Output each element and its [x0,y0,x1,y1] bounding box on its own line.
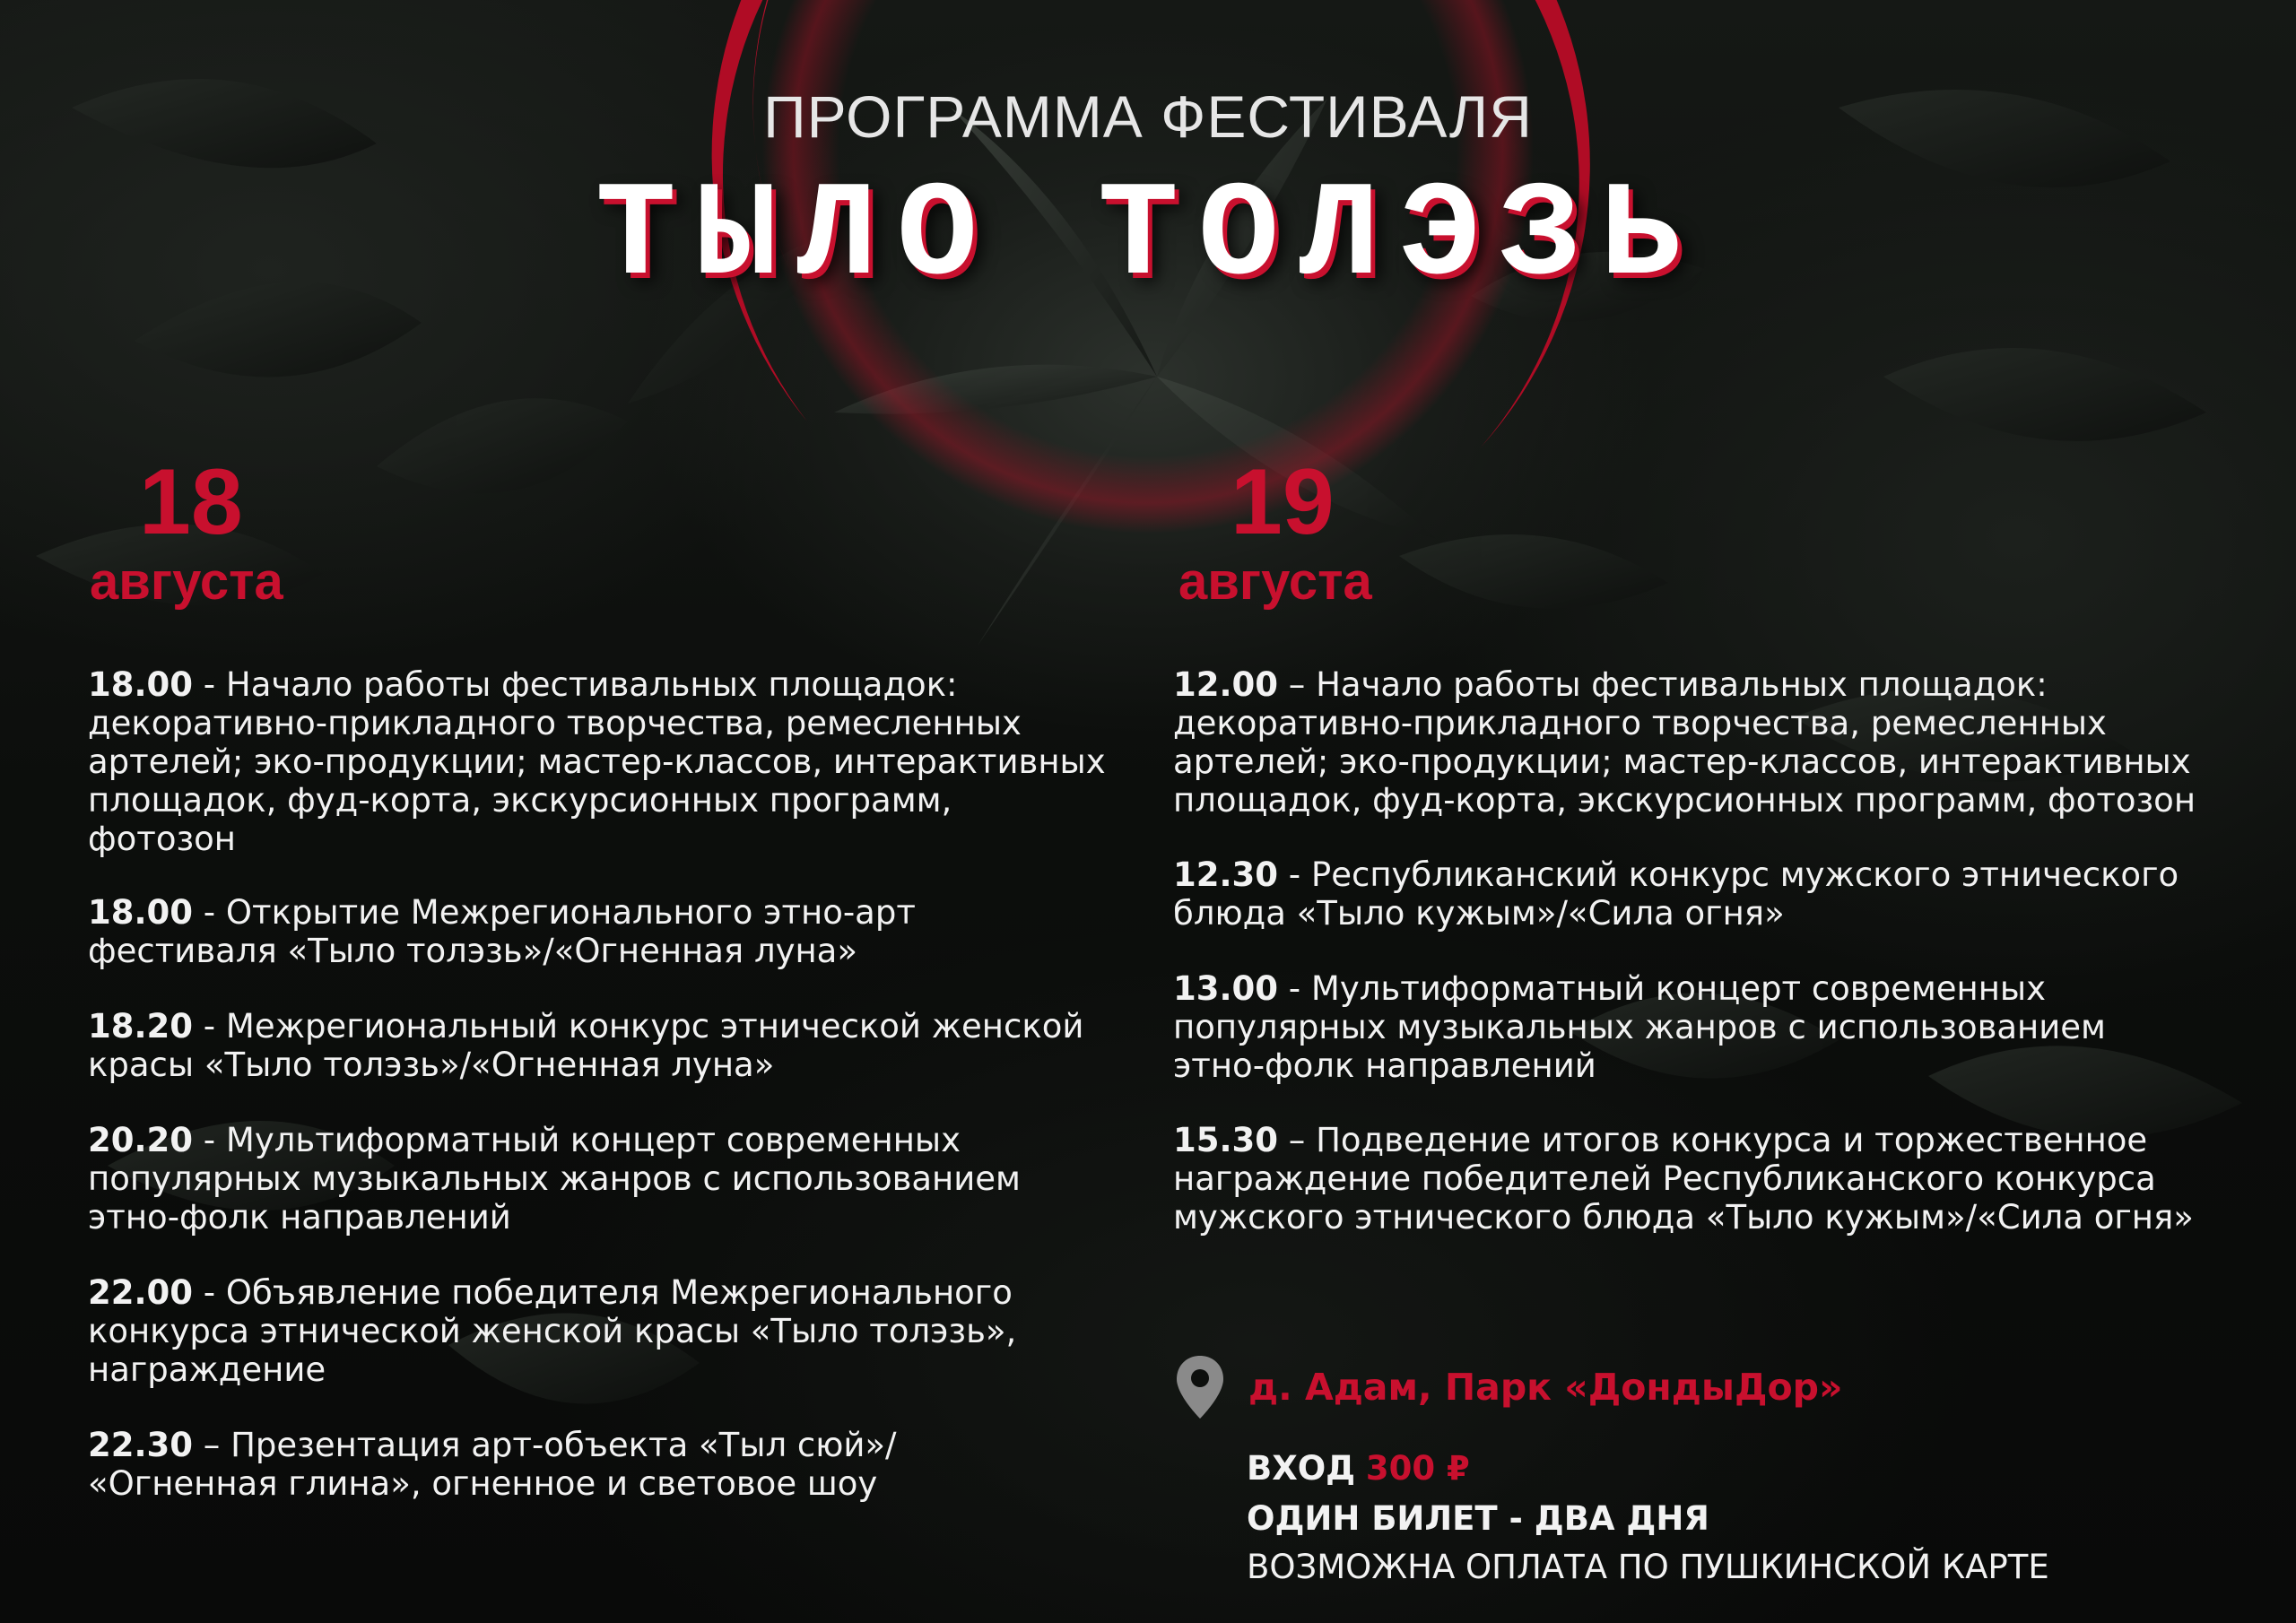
event-time: 22.00 [88,1273,194,1312]
day1-event-2 [88,893,916,970]
one-ticket-two-days: ОДИН БИЛЕТ - ДВА ДНЯ [1247,1499,1709,1538]
event-line: артелей; эко-продукции; мастер-классов, интерактивных [88,742,1106,781]
festival-title: ТЫЛО ТОЛЭЗЬ [595,161,1701,314]
day2-month: августа [1178,552,1372,611]
day2-event-4 [1173,1121,2194,1237]
event-line: декоративно-прикладного творчества, ремесленных [1173,704,2107,742]
event-time: 15.30 [1173,1121,1279,1159]
event-line: «Огненная глина», огненное и световое шоу [88,1464,878,1503]
location [1175,1354,1842,1420]
map-pin-icon [1175,1354,1225,1420]
day1-event-4 [88,1121,1021,1237]
entry-price [1247,1449,1470,1488]
event-line: площадок, фуд-корта, экскурсионных программ, [88,781,952,820]
event-line: красы «Тыло толэзь»/«Огненная луна» [88,1046,775,1084]
event-time: 18.20 [88,1007,194,1046]
event-line: этно-фолк направлений [1173,1046,1596,1085]
event-line: популярных музыкальных жанров с использованием [88,1159,1021,1198]
event-line: площадок, фуд-корта, экскурсионных программ, фотозон [1173,781,2196,820]
event-time: 18.00 [88,665,194,704]
day1-event-6 [88,1426,897,1503]
event-line: блюда «Тыло кужым»/«Сила огня» [1173,894,1785,933]
pushkin-card-note: ВОЗМОЖНА ОПЛАТА ПО ПУШКИНСКОЙ КАРТЕ [1247,1548,2049,1586]
event-line: - Республиканский конкурс мужского этнического [1278,855,2179,894]
event-line: этно-фолк направлений [88,1198,511,1237]
event-line: - Объявление победителя Межрегионального [193,1273,1013,1312]
day2-event-2 [1173,855,2179,933]
event-line: артелей; эко-продукции; мастер-классов, интерактивных [1173,742,2191,781]
event-line: популярных музыкальных жанров с использованием [1173,1008,2106,1046]
event-line: - Открытие Межрегионального этно-арт [193,893,916,932]
event-line: декоративно-прикладного творчества, ремесленных [88,704,1022,742]
event-line: – Презентация арт-объекта «Тыл сюй»/ [193,1426,897,1464]
event-line: конкурса этнической женской красы «Тыло толэзь», [88,1312,1017,1350]
event-time: 13.00 [1173,969,1279,1008]
location-text: д. Адам, Парк «ДондыДор» [1248,1366,1843,1409]
festival-subtitle: ПРОГРАММА ФЕСТИВАЛЯ [763,83,1533,150]
day2-event-1 [1173,665,2196,820]
day1-event-5 [88,1273,1016,1389]
event-time: 12.00 [1173,665,1279,704]
event-line: - Начало работы фестивальных площадок: [193,665,958,704]
event-line: – Начало работы фестивальных площадок: [1278,665,2048,704]
event-time: 20.20 [88,1121,194,1159]
event-time: 22.30 [88,1426,194,1464]
event-time: 12.30 [1173,855,1279,894]
entry-price-value: 300 ₽ [1365,1449,1470,1488]
event-line: фотозон [88,820,236,858]
day2-event-3 [1173,969,2106,1085]
event-line: - Межрегиональный конкурс этнической женской [193,1007,1084,1046]
day1-event-1 [88,665,1106,858]
event-line: - Мультиформатный концерт современных [1278,969,2047,1008]
event-line: награждение победителей Республиканского конкурса [1173,1159,2156,1198]
event-line: – Подведение итогов конкурса и торжественное [1278,1121,2148,1159]
day2-number: 19 [1231,450,1335,554]
event-time: 18.00 [88,893,194,932]
entry-label: ВХОД [1247,1449,1356,1488]
event-line: - Мультиформатный концерт современных [193,1121,961,1159]
event-line: мужского этнического блюда «Тыло кужым»/«Сила огня» [1173,1198,2194,1237]
day1-number: 18 [139,450,243,554]
event-line: награждение [88,1350,326,1389]
day1-event-3 [88,1007,1083,1084]
event-line: фестиваля «Тыло толэзь»/«Огненная луна» [88,932,857,970]
day1-month: августа [90,552,283,611]
